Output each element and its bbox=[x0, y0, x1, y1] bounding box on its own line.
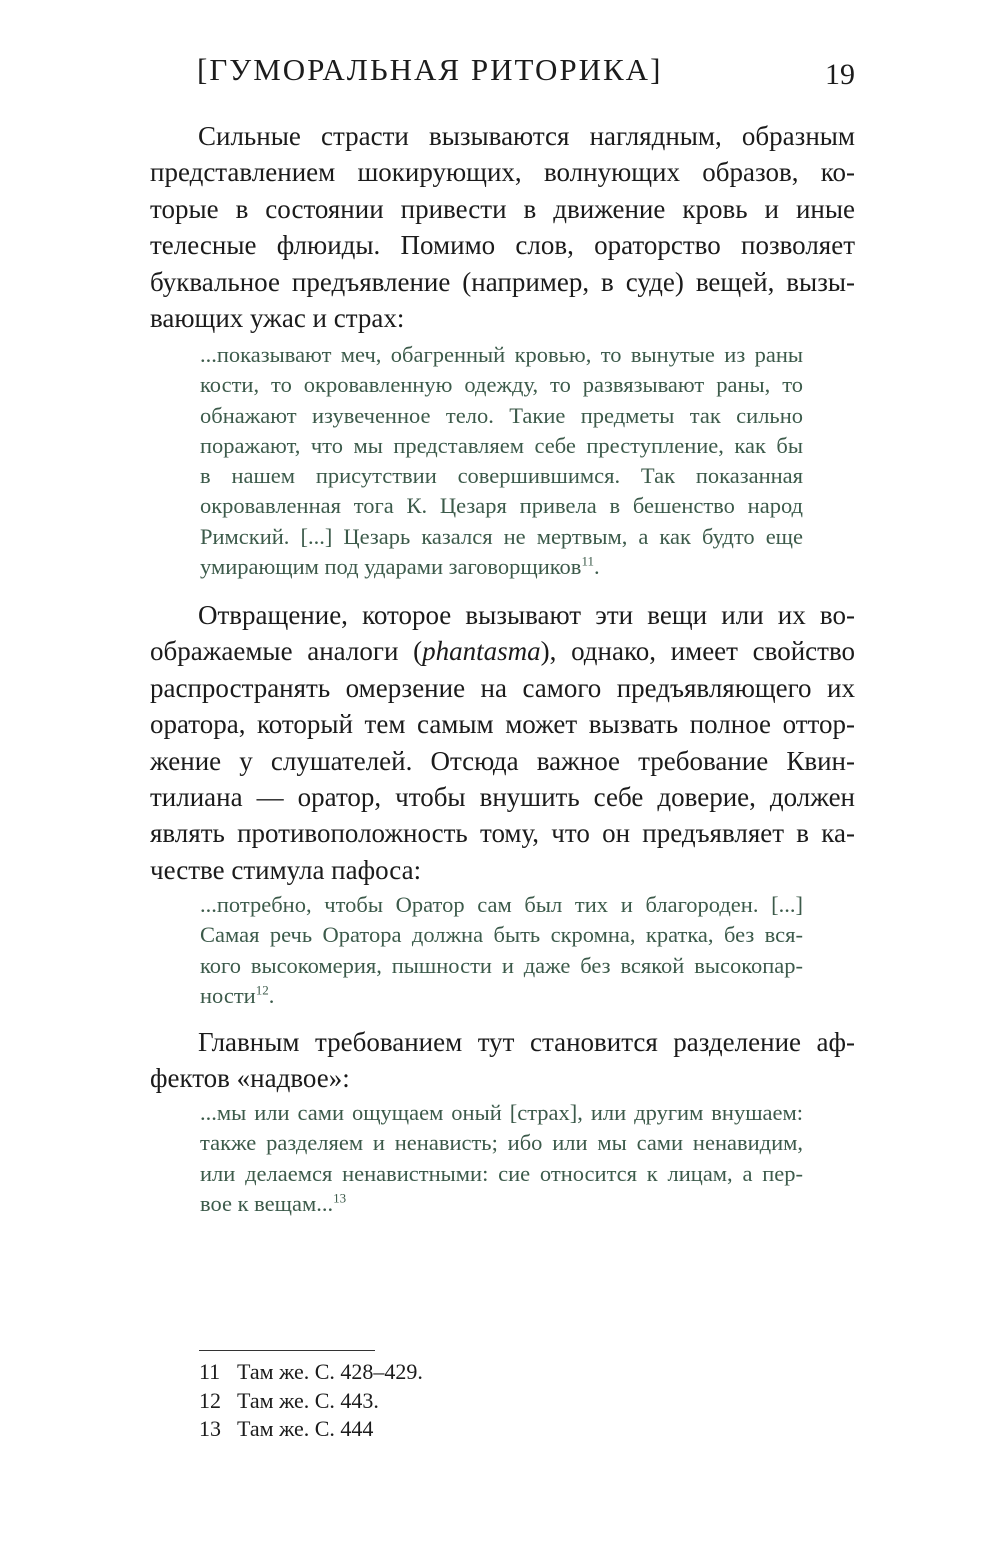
text-line: жение у слушателей. Отсюда важное требование Квин- bbox=[150, 745, 855, 776]
text-line: Отвращение, которое вызывают эти вещи или их во- bbox=[198, 600, 855, 630]
italic-term: phantasma bbox=[422, 636, 541, 667]
quote-line: или делаемся ненавистными: сие относится к лицам, а пер- bbox=[200, 1160, 803, 1186]
quote-line-text: ности bbox=[200, 982, 256, 1008]
footnote-number: 13 bbox=[199, 1416, 221, 1441]
quote-line-text: вое к вещам... bbox=[200, 1190, 334, 1216]
text-line: тилиана — оратор, чтобы внушить себе доверие, должен bbox=[150, 782, 855, 813]
quote-line: ...показывают меч, обагренный кровью, то вынутые из раны bbox=[200, 342, 803, 367]
paragraph-3 bbox=[150, 1024, 855, 1097]
quote-line bbox=[200, 552, 803, 582]
quote-line bbox=[200, 981, 803, 1011]
quote-line: поражают, что мы представляем себе преступление, как бы bbox=[200, 432, 803, 458]
text-line: Сильные страсти вызываются наглядным, образным bbox=[198, 121, 855, 151]
paragraph-1 bbox=[150, 118, 855, 336]
quote-line: в нашем присутствии совершившимся. Так показанная bbox=[200, 463, 803, 489]
footnote-number: 11 bbox=[199, 1359, 221, 1384]
quote-line: кости, то окровавленную одежду, то развязывают раны, то bbox=[200, 372, 803, 398]
text-line: честве стимула пафоса: bbox=[150, 854, 422, 885]
text-line: торые в состоянии привести в движение кровь и иные bbox=[150, 193, 855, 224]
block-quote-3 bbox=[200, 1098, 803, 1219]
footnote-text: Там же. С. 428–429. bbox=[237, 1359, 423, 1384]
paragraph-2 bbox=[150, 597, 855, 888]
quote-line: также разделяем и ненависть; ибо или мы сами ненавидим, bbox=[200, 1130, 803, 1156]
text-line: фектов «надвое»: bbox=[150, 1063, 350, 1094]
footnote-item bbox=[199, 1415, 423, 1444]
page-number: 19 bbox=[825, 58, 855, 91]
quote-line: ...потребно, чтобы Оратор сам был тих и благороден. [...] bbox=[200, 892, 803, 917]
footnote-ref[interactable]: 11 bbox=[581, 553, 594, 569]
text-segment: ), однако, имеет свойство bbox=[540, 636, 856, 667]
footnote-item bbox=[199, 1358, 423, 1387]
block-quote-1 bbox=[200, 340, 803, 582]
text-line: представлением шокирующих, волнующих образов, ко- bbox=[150, 157, 855, 188]
quote-end: . bbox=[593, 554, 600, 580]
quote-line: Самая речь Оратора должна быть скромна, кратка, без вся- bbox=[200, 922, 803, 948]
running-title: [ГУМОРАЛЬНАЯ РИТОРИКА] bbox=[197, 52, 663, 87]
text-line: являть противоположность тому, что он предъявляет в ка- bbox=[150, 818, 855, 849]
footnote-ref[interactable]: 13 bbox=[333, 1190, 347, 1206]
quote-line: кого высокомерия, пышности и даже без всякой высокопар- bbox=[200, 952, 803, 978]
text-line bbox=[150, 633, 855, 669]
quote-line: ...мы или сами ощущаем оный [страх], или другим внушаем: bbox=[200, 1100, 803, 1125]
quote-line: обнажают изувеченное тело. Такие предметы так сильно bbox=[200, 402, 803, 428]
footnote-ref[interactable]: 12 bbox=[255, 982, 269, 998]
footnotes-list bbox=[199, 1358, 423, 1444]
text-line: вающих ужас и страх: bbox=[150, 303, 405, 334]
text-segment: ображаемые аналоги ( bbox=[150, 636, 423, 667]
footnote-text: Там же. С. 443. bbox=[237, 1387, 379, 1413]
text-line: телесные флюиды. Помимо слов, ораторство позволяет bbox=[150, 230, 855, 261]
quote-line: Римский. [...] Цезарь казался не мертвым, а как будто еще bbox=[200, 523, 803, 549]
text-line: буквальное предъявление (например, в суде) вещей, вызы- bbox=[150, 266, 855, 297]
footnote-text: Там же. С. 444 bbox=[237, 1416, 374, 1441]
quote-line bbox=[200, 1189, 803, 1219]
block-quote-2 bbox=[200, 890, 803, 1011]
quote-line: окровавленная тога К. Цезаря привела в бешенство народ bbox=[200, 493, 803, 519]
quote-end: . bbox=[268, 982, 275, 1008]
footnote-item bbox=[199, 1387, 423, 1416]
footnote-divider bbox=[199, 1350, 375, 1351]
text-line: распространять омерзение на самого предъявляющего их bbox=[150, 672, 855, 703]
footnote-number: 12 bbox=[199, 1387, 221, 1413]
text-line: Главным требованием тут становится разделение аф- bbox=[198, 1027, 855, 1057]
text-line: оратора, который тем самым может вызвать полное оттор- bbox=[150, 709, 855, 740]
quote-line-text: умирающим под ударами заговорщиков bbox=[200, 554, 582, 580]
